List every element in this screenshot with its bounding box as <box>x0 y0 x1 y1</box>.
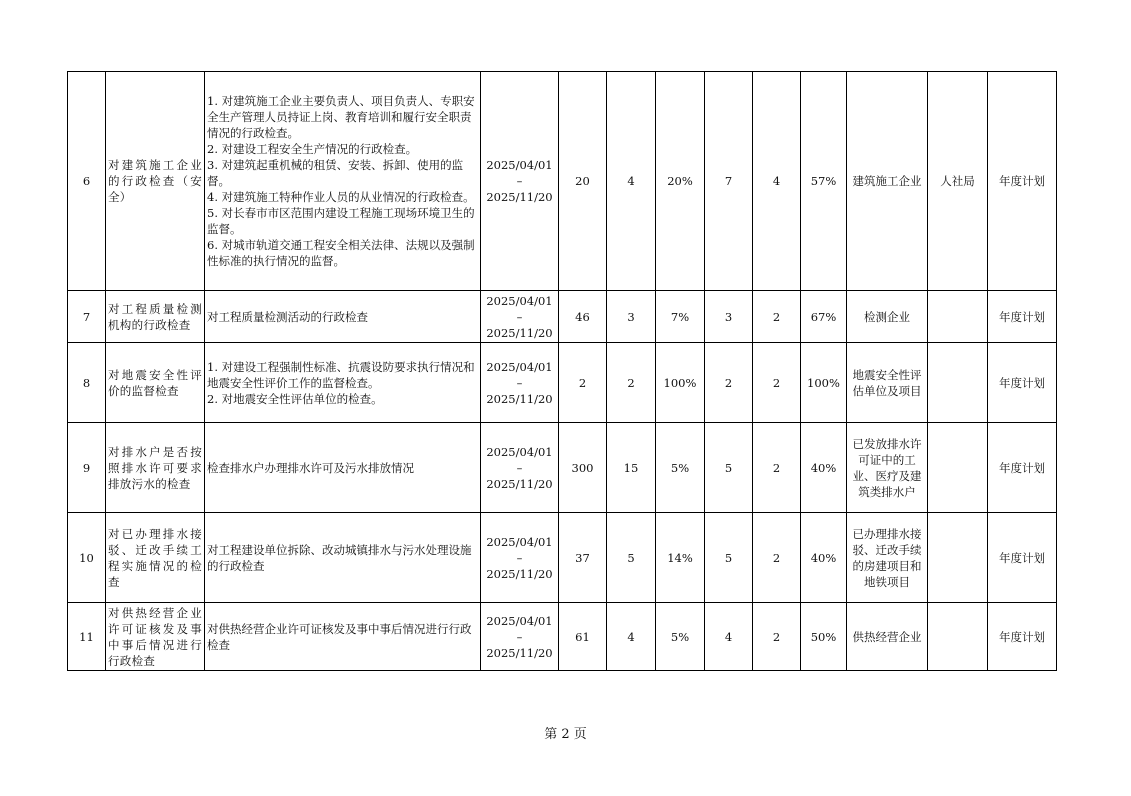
content-line: 6. 对城市轨道交通工程安全相关法律、法规以及强制性标准的执行情况的监督。 <box>207 238 475 268</box>
date-end: 2025/11/20 <box>486 566 553 581</box>
inspection-item: 对已办理排水接驳、迁改手续工程实施情况的检查 <box>106 513 205 603</box>
checked-count: 2 <box>607 343 656 423</box>
date-separator: – <box>516 174 523 188</box>
date-range <box>481 513 559 603</box>
content-line: 2. 对建设工程安全生产情况的行政检查。 <box>207 142 418 156</box>
remark: 年度计划 <box>988 343 1057 423</box>
expert-ratio: 40% <box>801 423 847 513</box>
inspection-content <box>205 343 481 423</box>
remark: 年度计划 <box>988 72 1057 291</box>
inspection-item: 对工程质量检测机构的行政检查 <box>106 291 205 343</box>
table-row <box>68 513 1057 603</box>
checked-count: 4 <box>607 72 656 291</box>
expert-count: 3 <box>705 291 753 343</box>
check-ratio: 5% <box>656 423 705 513</box>
row-number: 6 <box>68 72 106 291</box>
check-ratio: 20% <box>656 72 705 291</box>
joint-department <box>928 423 988 513</box>
date-start: 2025/04/01 <box>486 158 553 172</box>
date-range <box>481 603 559 671</box>
inspection-content <box>205 513 481 603</box>
remark: 年度计划 <box>988 423 1057 513</box>
check-ratio: 14% <box>656 513 705 603</box>
joint-department <box>928 513 988 603</box>
content-line: 5. 对长春市市区范围内建设工程施工现场环境卫生的监督。 <box>207 206 475 236</box>
expert-ratio: 67% <box>801 291 847 343</box>
experts-drawn: 2 <box>753 423 801 513</box>
experts-drawn: 4 <box>753 72 801 291</box>
inspection-item: 对供热经营企业许可证核发及事中事后情况进行行政检查 <box>106 603 205 671</box>
check-ratio: 100% <box>656 343 705 423</box>
date-range <box>481 423 559 513</box>
remark: 年度计划 <box>988 513 1057 603</box>
experts-drawn: 2 <box>753 603 801 671</box>
checked-count: 5 <box>607 513 656 603</box>
remark: 年度计划 <box>988 603 1057 671</box>
inspection-object: 地震安全性评估单位及项目 <box>847 343 928 423</box>
row-number: 11 <box>68 603 106 671</box>
date-range <box>481 343 559 423</box>
expert-count: 4 <box>705 603 753 671</box>
checked-count: 15 <box>607 423 656 513</box>
table-row <box>68 291 1057 343</box>
inspection-item: 对建筑施工企业的行政检查（安全） <box>106 72 205 291</box>
content-line: 对工程质量检测活动的行政检查 <box>207 309 368 324</box>
date-start: 2025/04/01 <box>486 293 553 308</box>
table-row <box>68 423 1057 513</box>
inspection-content <box>205 603 481 671</box>
inspection-plan-table <box>67 71 1057 671</box>
date-start: 2025/04/01 <box>486 613 553 628</box>
joint-department <box>928 291 988 343</box>
check-ratio: 7% <box>656 291 705 343</box>
content-line: 4. 对建筑施工特种作业人员的从业情况的行政检查。 <box>207 190 475 204</box>
experts-drawn: 2 <box>753 513 801 603</box>
inspection-content <box>205 72 481 291</box>
total-count: 61 <box>559 603 607 671</box>
joint-department: 人社局 <box>928 72 988 291</box>
row-number: 8 <box>68 343 106 423</box>
inspection-object: 供热经营企业 <box>847 603 928 671</box>
content-line: 对供热经营企业许可证核发及事中事后情况进行行政检查 <box>207 621 472 652</box>
row-number: 10 <box>68 513 106 603</box>
inspection-content <box>205 423 481 513</box>
date-start: 2025/04/01 <box>486 359 553 374</box>
inspection-object: 已办理排水接驳、迁改手续的房建项目和地铁项目 <box>847 513 928 603</box>
total-count: 20 <box>559 72 607 291</box>
total-count: 46 <box>559 291 607 343</box>
experts-drawn: 2 <box>753 343 801 423</box>
inspection-item: 对排水户是否按照排水许可要求排放污水的检查 <box>106 423 205 513</box>
date-range <box>481 291 559 343</box>
table-row <box>68 72 1057 291</box>
check-ratio: 5% <box>656 603 705 671</box>
row-number: 7 <box>68 291 106 343</box>
remark: 年度计划 <box>988 291 1057 343</box>
date-separator: – <box>516 629 523 644</box>
content-line: 1. 对建筑施工企业主要负责人、项目负责人、专职安全生产管理人员持证上岗、教育培训和履行安全职责情况的行政检查。 <box>207 94 475 140</box>
total-count: 37 <box>559 513 607 603</box>
date-end: 2025/11/20 <box>486 190 553 204</box>
inspection-object: 检测企业 <box>847 291 928 343</box>
expert-count: 7 <box>705 72 753 291</box>
table-row <box>68 603 1057 671</box>
date-end: 2025/11/20 <box>486 391 553 406</box>
date-separator: – <box>516 375 523 390</box>
expert-ratio: 100% <box>801 343 847 423</box>
date-end: 2025/11/20 <box>486 476 553 491</box>
content-line: 对工程建设单位拆除、改动城镇排水与污水处理设施的行政检查 <box>207 542 472 573</box>
date-separator: – <box>516 309 523 324</box>
date-separator: – <box>516 460 523 475</box>
inspection-item: 对地震安全性评价的监督检查 <box>106 343 205 423</box>
content-line: 1. 对建设工程强制性标准、抗震设防要求执行情况和地震安全性评价工作的监督检查。 <box>207 359 475 390</box>
date-start: 2025/04/01 <box>486 534 553 549</box>
checked-count: 3 <box>607 291 656 343</box>
date-separator: – <box>516 550 523 565</box>
experts-drawn: 2 <box>753 291 801 343</box>
inspection-object: 已发放排水许可证中的工业、医疗及建筑类排水户 <box>847 423 928 513</box>
content-line: 3. 对建筑起重机械的租赁、安装、拆卸、使用的监督。 <box>207 158 464 188</box>
content-line: 2. 对地震安全性评估单位的检查。 <box>207 391 383 406</box>
date-range <box>481 72 559 291</box>
total-count: 2 <box>559 343 607 423</box>
page-number: 第 2 页 <box>544 727 587 742</box>
row-number: 9 <box>68 423 106 513</box>
expert-ratio: 50% <box>801 603 847 671</box>
date-start: 2025/04/01 <box>486 444 553 459</box>
expert-count: 2 <box>705 343 753 423</box>
expert-count: 5 <box>705 513 753 603</box>
table-body <box>68 72 1057 671</box>
date-end: 2025/11/20 <box>486 325 553 340</box>
date-end: 2025/11/20 <box>486 645 553 660</box>
joint-department <box>928 343 988 423</box>
inspection-content <box>205 291 481 343</box>
table-row <box>68 343 1057 423</box>
expert-count: 5 <box>705 423 753 513</box>
total-count: 300 <box>559 423 607 513</box>
joint-department <box>928 603 988 671</box>
expert-ratio: 40% <box>801 513 847 603</box>
content-line: 检查排水户办理排水许可及污水排放情况 <box>207 460 414 475</box>
inspection-object: 建筑施工企业 <box>847 72 928 291</box>
expert-ratio: 57% <box>801 72 847 291</box>
checked-count: 4 <box>607 603 656 671</box>
